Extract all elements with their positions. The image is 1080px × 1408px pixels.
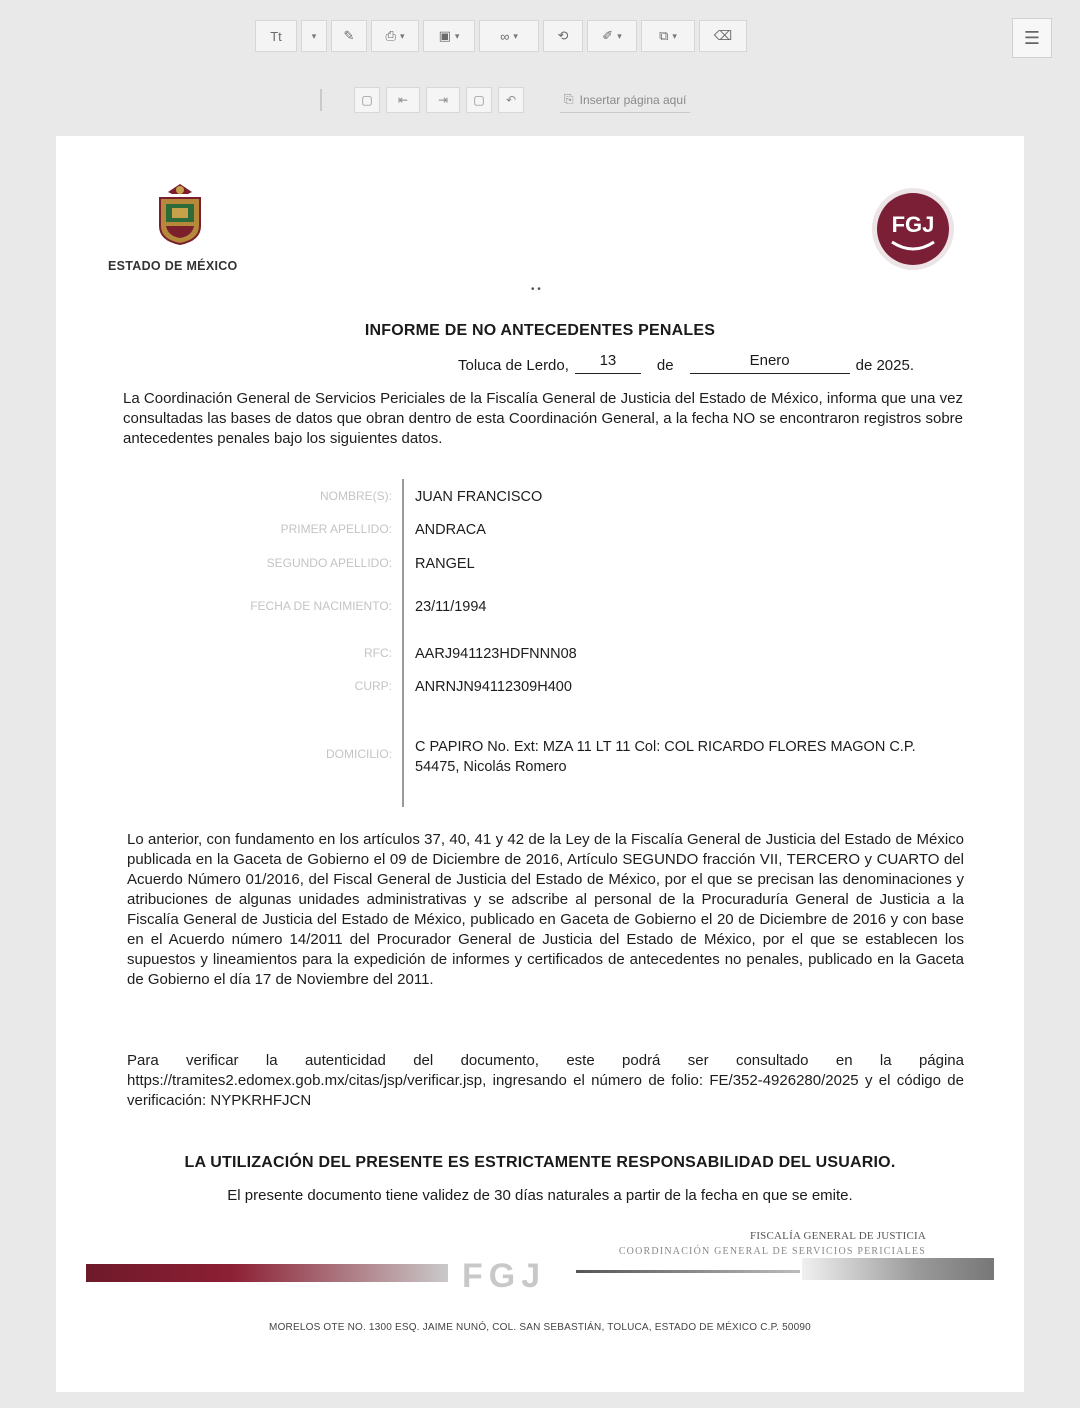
undo-button[interactable]	[498, 87, 524, 113]
move-page-right-button[interactable]	[426, 87, 460, 113]
footer-band	[86, 1258, 994, 1298]
page-icon: ▢	[361, 93, 373, 107]
footer-address: MORELOS OTE NO. 1300 ESQ. JAIME NUNÓ, COL. SAN SEBASTIÁN, TOLUCA, ESTADO DE MÉXICO C.P. 50090	[269, 1322, 811, 1333]
verification-paragraph: Para verificar la autenticidad del documento, este podrá ser consultado en la página https://tramites2.edomex.gob.mx/citas/jsp/verificar.jsp, ingresando el número de folio: FE/352-4926280/2025 y el código de verificación: NYPKRHFJCN	[127, 1052, 964, 1109]
estado-de-mexico-logo	[108, 182, 258, 273]
field-label: SEGUNDO APELLIDO:	[266, 556, 392, 570]
date-connector: de	[656, 357, 674, 374]
field-label: NOMBRE(S):	[320, 489, 392, 503]
header-dots: • •	[531, 284, 541, 295]
field-row-fecha-nacimiento	[186, 597, 946, 615]
insert-page-icon: ⎘	[564, 92, 574, 106]
print-icon: ⎙	[385, 28, 396, 43]
coat-of-arms-icon	[152, 182, 208, 246]
blank-page-button[interactable]	[466, 87, 492, 113]
date-month: Enero	[749, 352, 790, 369]
chevron-down-icon: ▾	[454, 30, 460, 41]
text-tool-button[interactable]	[255, 20, 297, 52]
undo-icon: ↶	[505, 93, 517, 107]
hamburger-icon: ☰	[1023, 27, 1041, 48]
fgj-logo	[870, 186, 956, 272]
footer-stripe-left	[86, 1264, 448, 1282]
footer-stripe-right	[802, 1258, 994, 1280]
signature-line-2: COORDINACIÓN GENERAL DE SERVICIOS PERICIALES	[618, 1246, 926, 1257]
field-value: C PAPIRO No. Ext: MZA 11 LT 11 Col: COL RICARDO FLORES MAGON C.P. 54475, Nicolás Romero	[415, 739, 916, 775]
legal-paragraph: Lo anterior, con fundamento en los artículos 37, 40, 41 y 42 de la Ley de la Fiscalía General de Justicia del Estado de México publicada en la Gaceta de Gobierno el 09 de Diciembre de 2016, Artículo SEGUNDO fracción VII, TERCERO y CUARTO del Acuerdo Número 01/2016, del Fiscal General de Justicia del Estado de México, por el que se precisan las denominaciones y atribuciones de algunas unidades administrativas y se adscribe al personal de la Procuraduría General de Justicia a la Fiscalía General de Justicia del Estado de México, publicado en Gaceta de Gobierno el 20 de Diciembre de 2016 y con base en el Acuerdo número 14/2011 del Procurador General de Justicia del Estado de México, por el que se establecen los supuestos y lineamientos para la expedición de informes y certificados de antecedentes no penales, publicado en la Gaceta de Gobierno el día 17 de Noviembre del 2011.	[127, 831, 964, 988]
footer-line	[576, 1270, 800, 1273]
link-icon: ∞	[500, 28, 510, 44]
field-row-nombre	[186, 487, 946, 505]
stamp-icon: ⧉	[659, 28, 669, 43]
estado-de-mexico-label: ESTADO DE MÉXICO	[108, 259, 238, 273]
field-label: CURP:	[354, 679, 392, 693]
image-tool-button[interactable]	[423, 20, 475, 52]
insert-page-label: Insertar página aquí	[579, 92, 687, 107]
signature-line-1: FISCALÍA GENERAL DE JUSTICIA	[750, 1230, 926, 1242]
pen-tool-button[interactable]	[331, 20, 367, 52]
field-label: FECHA DE NACIMIENTO:	[250, 599, 392, 613]
field-row-domicilio	[186, 737, 946, 775]
move-page-left-button[interactable]	[386, 87, 420, 113]
field-row-rfc	[186, 644, 946, 662]
highlight-tool-button[interactable]	[587, 20, 637, 52]
document-page	[56, 136, 1024, 1392]
field-row-curp	[186, 677, 946, 695]
rotate-tool-button[interactable]	[543, 20, 583, 52]
field-label: RFC:	[364, 646, 392, 660]
blank-page-icon: ▢	[473, 93, 485, 107]
date-place: Toluca de Lerdo,	[458, 357, 569, 374]
document-title: INFORME DE NO ANTECEDENTES PENALES	[364, 322, 716, 339]
field-value: 23/11/1994	[415, 599, 487, 615]
field-value: ANRNJN94112309H400	[415, 679, 572, 695]
field-value: AARJ941123HDFNNN08	[415, 646, 577, 662]
field-value: RANGEL	[415, 556, 475, 572]
menu-button[interactable]	[1012, 18, 1052, 58]
image-icon: ▣	[438, 28, 451, 43]
rotate-icon: ⟲	[557, 28, 569, 43]
field-label: PRIMER APELLIDO:	[280, 522, 392, 536]
fgj-logo-text: FGJ	[891, 212, 935, 237]
chevron-down-icon: ▾	[672, 30, 677, 41]
link-tool-button[interactable]	[479, 20, 539, 52]
field-row-primer-apellido	[186, 520, 946, 538]
chevron-down-icon: ▾	[513, 30, 518, 41]
intro-paragraph: La Coordinación General de Servicios Periciales de la Fiscalía General de Justicia del Estado de México, informa que una vez consultadas las bases de datos que obran dentro de esta Coordinación General, a la fecha NO se encontraron registros sobre antecedentes penales bajo los siguientes datos.	[123, 390, 963, 447]
chevron-down-icon: ▾	[399, 30, 405, 41]
toolbar-divider	[320, 89, 322, 111]
insert-page-link[interactable]	[560, 87, 690, 113]
erase-tool-button[interactable]	[699, 20, 747, 52]
move-left-icon: ⇤	[397, 93, 409, 107]
signature-block	[619, 1229, 926, 1259]
footer-fgj-logo: FGJ	[462, 1257, 547, 1295]
page-toolbar	[320, 86, 690, 114]
field-value: JUAN FRANCISCO	[415, 489, 543, 505]
chevron-down-icon: ▾	[617, 30, 622, 41]
date-line	[458, 352, 914, 374]
pen-icon: ✎	[343, 28, 355, 43]
page-thumbnail-button[interactable]	[354, 87, 380, 113]
field-row-segundo-apellido	[186, 554, 946, 572]
top-toolbar	[255, 20, 747, 52]
erase-icon: ⌫	[713, 28, 733, 43]
dropdown-icon: ▾	[311, 30, 317, 41]
date-day-field	[575, 352, 641, 374]
text-icon: Tt	[270, 28, 282, 44]
date-day: 13	[599, 352, 617, 369]
date-year: de 2025.	[855, 357, 914, 374]
validity-notice: El presente documento tiene validez de 30 días naturales a partir de la fecha en que se emite.	[227, 1187, 853, 1204]
highlight-icon: ✐	[602, 28, 614, 43]
date-month-field	[690, 352, 850, 374]
field-value: ANDRACA	[415, 522, 486, 538]
text-size-dropdown-button[interactable]	[301, 20, 327, 52]
responsibility-warning: LA UTILIZACIÓN DEL PRESENTE ES ESTRICTAMENTE RESPONSABILIDAD DEL USUARIO.	[184, 1154, 896, 1171]
move-right-icon: ⇥	[437, 93, 449, 107]
print-tool-button[interactable]	[371, 20, 419, 52]
field-label: DOMICILIO:	[325, 747, 392, 761]
stamp-tool-button[interactable]	[641, 20, 695, 52]
